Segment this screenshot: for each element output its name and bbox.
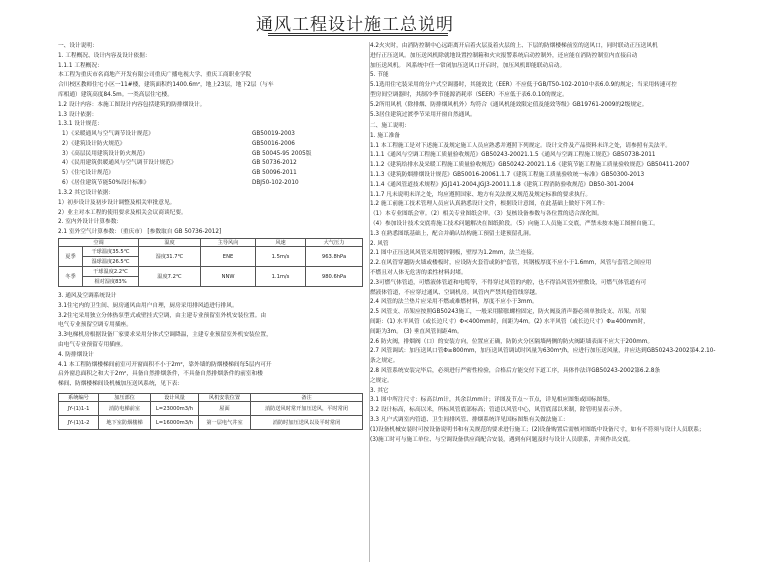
- table-header-cell: 加压部位: [99, 394, 151, 402]
- text-line: 本工程为重庆市名商地产开发有限公司重庆广播电视大学、重庆工商职业学院: [58, 72, 252, 79]
- text-line: 启外窗总面积之和大于2m²，具备自然排烟条件，不具备自然排烟条件的前室和楼: [58, 371, 263, 378]
- text-line: 电气专业预留空调专用插座。: [58, 322, 132, 329]
- standard-code: JGJ141-2004,JGJ3-2001: [441, 181, 507, 188]
- standard-code: GB50243-2002: [481, 152, 525, 159]
- table-header-cell: 风机安装位置: [199, 394, 251, 402]
- table-cell: 消防时加压送风以及平时常闭: [251, 416, 363, 430]
- text-line: 3. 通风及空调系统设计: [58, 293, 117, 299]
- text-line: 不燃且对人体无危害的柔性材料封堵。: [370, 269, 467, 276]
- text-line: 库相通）建筑高度84.5m。一类高层住宅楼。: [58, 91, 173, 98]
- table-cell: 湿球温度26.5℃: [83, 257, 139, 267]
- text-line: 型房间空调器时，其制冷季节能源消耗率（SEER）不应低于表6.0.10的规定。: [370, 91, 568, 98]
- code-number: GB50019-2003: [252, 131, 295, 137]
- text-line: 1.3 设计依据：: [58, 111, 98, 118]
- climate-parameter-table: [58, 238, 363, 287]
- standard-name-2: 1.1.6《建筑节能工程施工质量验收规范》: [541, 162, 647, 169]
- text-line: 2.2.在风管穿越防火墙或楼板时，应设防火套管或防护套管，其钢板厚度不应小于1.6mm，风管与套管之间应用: [370, 260, 652, 267]
- table-header-cell: 风速: [256, 239, 306, 247]
- table-cell: 相对湿度83%: [83, 277, 139, 287]
- text-line: 加压送风机。 风系统中任一常闭加压送风口开启时，加压风机即能联动启动。: [370, 62, 566, 69]
- left-column-mid: [58, 189, 363, 238]
- code-name: 5）《住宅设计规范》: [62, 170, 114, 177]
- text-line: 1.2 施工前施工技术管理人员应认真熟悉设计文件，根据设计意图，在此基础上做好下列工作：: [370, 201, 609, 208]
- table-header-cell: 设计风量: [151, 394, 199, 402]
- table-cell: 干球温度2.2℃: [83, 267, 139, 277]
- text-line: 1.3.1 设计规范：: [58, 121, 103, 128]
- design-code-item: [62, 159, 362, 169]
- standard-name-2: 1.1.8《建筑工程消防验收规范》: [506, 181, 589, 188]
- code-name: 1）《采暖通风与空气调节设计规范》: [62, 131, 154, 137]
- text-line: 1. 工程概况、设计内容及设计依据：: [58, 52, 151, 59]
- table-cell: 1.5m/s: [256, 247, 306, 267]
- text-line: 1.1 本工程施工是对下述施工及规定施工人员应熟悉并遵照下列规定。设计文件及产品资料未详之处，请参照有关法平。: [370, 142, 671, 149]
- season-cell: 冬季: [59, 267, 83, 287]
- text-line: 4.1 本工程防烟楼梯间前室可开窗面积不小于2m²，靠外墙的防烟楼梯间每5层内可开: [58, 361, 272, 368]
- table-row: [59, 247, 363, 257]
- text-line: (1)设备机械安装时可按设备说明书和有关规范的要求进行施工；(2)设备购置后需核对图纸中设备尺寸，如有不符须与设计人员联系；: [370, 426, 705, 433]
- text-line: 1.1.7 凡未说明未详之处，均应遵照国家、地方有关法规又规范及规定标准的要求执行。: [370, 191, 592, 198]
- standard-list-row: [370, 171, 755, 181]
- design-code-list: [62, 130, 362, 189]
- standard-name: 1.1.1《通风与空调工程施工质量验收规范》: [370, 152, 482, 159]
- text-line: 2）业主对本工程的使用要求及相关会议商谈纪要。: [58, 209, 187, 216]
- code-number: DBJ50-102-2010: [252, 179, 299, 186]
- text-line: 1.1.1 工程概况：: [58, 62, 103, 69]
- text-line: 1.3 在熟悉图纸基础上，配合并确认结构施工预留土建预留孔洞。: [370, 230, 535, 237]
- standard-name: 1.1.3《建筑防烟排烟设计规范》: [370, 171, 453, 178]
- design-code-item: [62, 140, 362, 150]
- standard-name-2: 1.1.7《建筑工程施工质量验收统一标准》: [495, 171, 602, 178]
- text-line: 4. 防排烟设计: [58, 351, 94, 358]
- table-cell: L=16000m3/h: [151, 416, 199, 430]
- text-line: 2.6 防火阀，排烟阀（口）的安装方向，位置应正确，防防火分区隔墙两侧的防火阀距墙表面不应大于200mm。: [370, 338, 654, 345]
- table-cell: L=23000m3/h: [151, 402, 199, 416]
- standard-name: 1.1.2《建筑给排水及采暖工程施工质量验收规范》: [370, 162, 499, 169]
- text-line: 1）初步设计及初步设计调整及相关审批意见。: [58, 199, 176, 206]
- code-name: 6）《居住建筑节能50%设计标准》: [62, 179, 150, 186]
- text-line: 2.1 室外空气计算参数：（重庆市） [参数取自 GB 50736-2012]: [58, 229, 222, 236]
- standard-code-2: GB50738-2011: [612, 152, 656, 159]
- text-line: 3.3 凡户式调室内管道、卫生间排风管、排烟系统详见国标图集有关做法施工：: [370, 416, 569, 423]
- text-line: 1.2 设计内容：本施工图设计内容包括建筑的防排烟设计。: [58, 101, 206, 108]
- text-line: 由电气专业预留专用插座。: [58, 341, 127, 348]
- design-code-item: [62, 169, 362, 179]
- text-line: 4.2火灾时，由消防控制中心远距离开启着火层及着火层的上、下层的防烟楼梯前室的送风口，同时联动正压送风机: [370, 43, 658, 49]
- text-line: 间距：(1) 水平风管（或长边尺寸）Φ<400mm时，间距为4m。(2) 水平风管（或长边尺寸）Φ≥400mm时，: [370, 318, 649, 325]
- text-line: 合川校区教师住宅小区一11#楼，建筑面积约1400.6m²，地上23层，地下2层（与车: [58, 82, 274, 89]
- standard-list-row: [370, 151, 755, 161]
- table-header-cell: 温度: [139, 239, 201, 247]
- text-line: 间距为3m。 (3) 垂直风管间距4m。: [370, 328, 463, 335]
- title-underline: [268, 33, 448, 34]
- table-row: [59, 402, 363, 416]
- text-line: 2.1 图中正压送风风管采用镀锌钢板，壁厚为1.2mm，法兰连接。: [370, 250, 538, 257]
- text-line: 3. 其它: [370, 387, 389, 394]
- text-line: （4）参加设计技术交底将施工技术问题解决在图纸阶段。（5）向施工人员施工交底，严禁未按本施工图擅自施工。: [370, 220, 659, 227]
- text-line: 5.2所用风机（除排烟、防排烟风机外）均符合《通风机能效限定值及能效等级》GB19761-2009的2级规定。: [370, 101, 648, 108]
- standard-name: 1.1.4《通风管道技术规程》: [370, 181, 442, 188]
- table-row: [59, 267, 363, 277]
- text-line: 条之规定。: [370, 358, 399, 365]
- text-line: 1.3.2 其它设计依据：: [58, 190, 115, 196]
- standard-code-2: GB50411-2007: [646, 162, 690, 169]
- text-line: 2. 室内外设计计算参数：: [58, 219, 123, 226]
- table-row: [59, 416, 363, 430]
- design-code-item: [62, 150, 362, 160]
- table-header-cell: 备注: [251, 394, 363, 402]
- text-line: 之规定。: [370, 377, 393, 384]
- text-line: 2.4 风管的法兰垫片应采用不燃或难燃材料，厚度不应小于3mm。: [370, 299, 538, 306]
- text-line: 进行正压送风。加压送风机除就地设置控制箱和火灾报警系统启动控制外，还应能在消防控制室内直接启动: [370, 52, 638, 59]
- standard-code: GB50016-2006: [452, 171, 496, 178]
- table-cell: 屋面: [199, 402, 251, 416]
- design-code-item: [62, 179, 362, 189]
- table-cell: 地下室防烟楼梯: [99, 416, 151, 430]
- pressurization-fan-table: [58, 393, 363, 430]
- page-title: 通风工程设计施工总说明: [256, 15, 454, 35]
- text-line: 3.1住宅内的卫生间、厨房通风由用户自理，厨房采用排风道进行排风。: [58, 302, 238, 309]
- standard-list-row: [370, 181, 755, 191]
- text-line: 燃液体管道，不应穿过通风、空调机房。风管内严禁其他管线穿越。: [370, 289, 541, 296]
- code-number: GB50016-2006: [252, 140, 295, 147]
- standard-code-2: GB50300-2013: [601, 171, 645, 178]
- text-line: 2.8 风管系统安装完毕后，必须进行严密性检验，合格后方能交付下道工序，具体作法详GB50243-2002第6.2.8条: [370, 367, 661, 374]
- left-column-intro: [58, 42, 363, 130]
- text-line: 一、设计说明：: [58, 43, 98, 49]
- table-header-row: [59, 239, 363, 247]
- left-column-systems: [58, 292, 363, 390]
- text-line: 2. 风管: [370, 240, 389, 247]
- section-heading: 二、施工说明：: [370, 123, 410, 129]
- right-column-smoke-control: [370, 42, 755, 120]
- code-name: 3）《高层民用建筑设计防火规范》: [62, 150, 149, 157]
- table-header-cell: 空调: [59, 239, 139, 247]
- table-cell: JY-(1)1-1: [59, 402, 99, 416]
- text-line: 5. 节能: [370, 72, 389, 79]
- construction-notes: [370, 122, 755, 445]
- code-number: GB 50096-2011: [252, 170, 297, 177]
- code-number: GB 50045-95 2005版: [252, 150, 312, 157]
- table-cell: 980.6hPa: [306, 267, 363, 287]
- subsection-heading: 1. 施工准备: [370, 132, 400, 139]
- table-cell: 温度7.2℃: [139, 267, 201, 287]
- text-line: 3.2 设计标高，标高以米，所标风管底部标高；管道以风管中心，风管底部以米制，除管明显表示外。: [370, 407, 626, 414]
- table-cell: 第一层电气井室: [199, 416, 251, 430]
- table-header-row: [59, 394, 363, 402]
- title-underline-2: [268, 35, 448, 36]
- text-line: 2.5 风管支、吊架应按照GB50243施工，一般采用膨胀螺栓固定，防火阀及消声器必须单独设支、吊架。吊架: [370, 309, 647, 316]
- text-line: 2.7 风管调试：加压送风口管Φ≥800mm，加压送风管调试时风量为630m³/h，应进行加压送风量，并应达到GB50243-2002第4.2.10-: [370, 348, 716, 355]
- table-cell: ENE: [201, 247, 256, 267]
- table-header-cell: 系统编号: [59, 394, 99, 402]
- standard-name-2: 1.1.5《通风与空调工程施工规范》: [524, 152, 613, 159]
- text-line: 3.2住宅采用独立分体热泵型式或壁挂式空调，由主建专业预留室外机安装位置。由: [58, 312, 267, 319]
- text-line: 梯间、防烟楼梯间设机械加压送风系统，见下表：: [58, 381, 184, 388]
- table-cell: JY-(1)1-2: [59, 416, 99, 430]
- standard-code: GB50242-2002: [498, 162, 542, 169]
- table-cell: 1.1m/s: [256, 267, 306, 287]
- table-cell: NNW: [201, 267, 256, 287]
- code-name: 2）《建筑设计防火规范》: [62, 140, 126, 147]
- text-line: 3.1 图中所注尺寸：标高以m计，其余以mm计；详图及节点～节点，详见相应图集或国标图集。: [370, 397, 614, 404]
- standard-list-row: [370, 161, 755, 171]
- table-cell: 消防送风时常开加压送风，平时常闭: [251, 402, 363, 416]
- design-code-item: [62, 130, 362, 140]
- table-header-cell: 大气压力: [306, 239, 363, 247]
- standard-code-2: DB50-301-2004: [588, 181, 634, 188]
- code-name: 4）《民用建筑供暖通风与空气调节设计规范》: [62, 160, 177, 167]
- season-cell: 夏季: [59, 247, 83, 267]
- text-line: （1）本专业图纸会审。（2）相关专业图纸会审。（3）复核设备参数与各位置的适合深化图。: [370, 211, 603, 218]
- code-number: GB 50736-2012: [252, 160, 297, 167]
- table-cell: 963.8hPa: [306, 247, 363, 267]
- table-cell: 干球温度35.5℃: [83, 247, 139, 257]
- text-line: 2.3可燃气体管道，可燃液体管道和电缆等，不得穿过风管的内腔，也不得沿风管外壁敷设，可燃气体管道有可: [370, 279, 647, 286]
- table-header-cell: 主导风向: [201, 239, 256, 247]
- text-line: 5.1选用住宅装采用的分户式空调器时，其能效比（EER）不应低于GB/T50-102-2010中表6.0.9的规定；当采用转速可控: [370, 82, 677, 89]
- table-cell: 消防电梯前室: [99, 402, 151, 416]
- text-line: (3)施工时可与施工单位、与空调设备供应商配合安装，遇到有问题及时与设计人员联系，并须作出交底。: [370, 436, 634, 443]
- text-line: 5.3居住建筑过渡季节采用开窗自然通风。: [370, 111, 476, 118]
- table-cell: 湿度31.7℃: [139, 247, 201, 267]
- text-line: 3.3电梯机房根据设备厂家要求采用分体式空调降温，主建专业预留室外机安装位置，: [58, 332, 272, 339]
